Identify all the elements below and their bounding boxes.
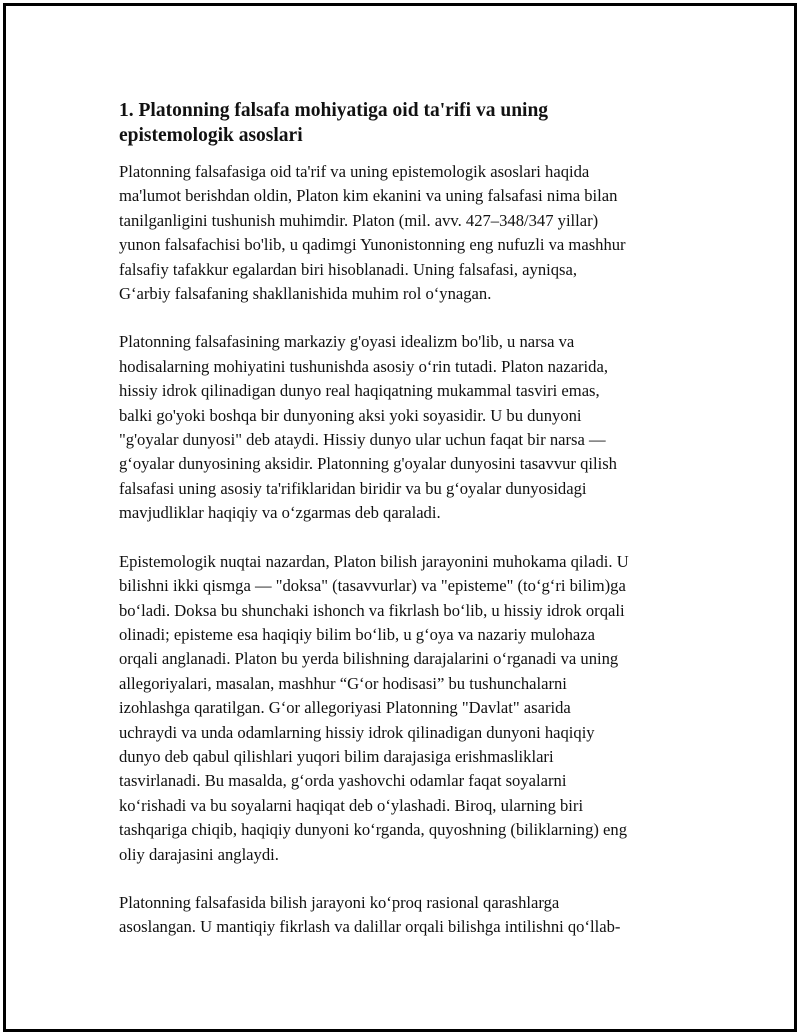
text-line: Epistemologik nuqtai nazardan, Platon bilish jarayonini muhokama qiladi. U	[119, 551, 629, 571]
document-content	[119, 98, 694, 964]
text-line: dunyo deb qabul qilishlari yuqori bilim darajasiga erishmasliklari	[119, 746, 554, 766]
text-line: hissiy idrok qilinadigan dunyo real haqiqatning mukammal tasviri emas,	[119, 381, 600, 401]
document-page	[3, 3, 797, 1032]
paragraph-2	[119, 330, 694, 525]
paragraph-3	[119, 550, 694, 867]
text-line: hodisalarning mohiyatini tushunishda asosiy o‘rin tutadi. Platon nazarida,	[119, 356, 608, 376]
section-heading	[119, 98, 694, 148]
paragraph-4	[119, 891, 694, 940]
text-line: yunon falsafachisi bo'lib, u qadimgi Yunonistonning eng nufuzli va mashhur	[119, 235, 626, 255]
text-line: G‘arbiy falsafaning shakllanishida muhim rol o‘ynagan.	[119, 284, 492, 304]
text-line: Platonning falsafasiga oid ta'rif va uning epistemologik asoslari haqida	[119, 162, 590, 181]
text-line: bo‘ladi. Doksa bu shunchaki ishonch va fikrlash bo‘lib, u hissiy idrok orqali	[119, 600, 625, 620]
text-line: falsafasi uning asosiy ta'rifiklaridan biridir va bu g‘oyalar dunyosidagi	[119, 478, 587, 498]
text-line: olinadi; episteme esa haqiqiy bilim bo‘lib, u g‘oya va nazariy mulohaza	[119, 624, 596, 644]
text-line: oliy darajasini anglaydi.	[119, 844, 279, 864]
text-line: ma'lumot berishdan oldin, Platon kim ekanini va uning falsafasi nima bilan	[119, 186, 618, 206]
heading-line: 1. Platonning falsafa mohiyatiga oid ta'rifi va uning	[119, 100, 549, 121]
text-line: ko‘rishadi va bu soyalarni haqiqat deb o‘ylashadi. Biroq, ularning biri	[119, 795, 584, 815]
text-line: falsafiy tafakkur egalardan biri hisoblanadi. Uning falsafasi, ayniqsa,	[119, 259, 578, 279]
text-line: tashqariga chiqib, haqiqiy dunyoni ko‘rganda, quyoshning (biliklarning) eng	[119, 820, 628, 840]
text-line: orqali anglanadi. Platon bu yerda bilishning darajalarini o‘rganadi va uning	[119, 649, 619, 669]
text-line: Platonning falsafasida bilish jarayoni ko‘proq rasional qarashlarga	[119, 892, 560, 912]
text-line: mavjudliklar haqiqiy va o‘zgarmas deb qaraladi.	[119, 503, 441, 523]
text-line: bilishni ikki qismga — "doksa" (tasavvurlar) va "episteme" (to‘g‘ri bilim)ga	[119, 576, 626, 596]
text-line: uchraydi va unda odamlarning hissiy idrok qilinadigan dunyoni haqiqiy	[119, 722, 595, 742]
text-line: g‘oyalar dunyosining aksidir. Platonning g'oyalar dunyosini tasavvur qilish	[119, 454, 617, 474]
text-line: allegoriyalari, masalan, mashhur “G‘or hodisasi” bu tushunchalarni	[119, 673, 567, 693]
text-line: balki go'yoki boshqa bir dunyoning aksi yoki soyasidir. U bu dunyoni	[119, 405, 582, 425]
text-line: Platonning falsafasining markaziy g'oyasi idealizm bo'lib, u narsa va	[119, 332, 575, 352]
heading-line: epistemologik asoslari	[119, 125, 303, 146]
text-line: izohlashga qaratilgan. G‘or allegoriyasi Platonning "Davlat" asarida	[119, 698, 571, 718]
text-line: tasvirlanadi. Bu masalda, g‘orda yashovchi odamlar faqat soyalarni	[119, 771, 567, 791]
text-line: asoslangan. U mantiqiy fikrlash va dalillar orqali bilishga intilishni qo‘llab-	[119, 917, 621, 937]
text-line: tanilganligini tushunish muhimdir. Platon (mil. avv. 427–348/347 yillar)	[119, 210, 599, 230]
text-line: "g'oyalar dunyosi" deb ataydi. Hissiy dunyo ular uchun faqat bir narsa —	[119, 430, 606, 450]
paragraph-1	[119, 160, 694, 306]
